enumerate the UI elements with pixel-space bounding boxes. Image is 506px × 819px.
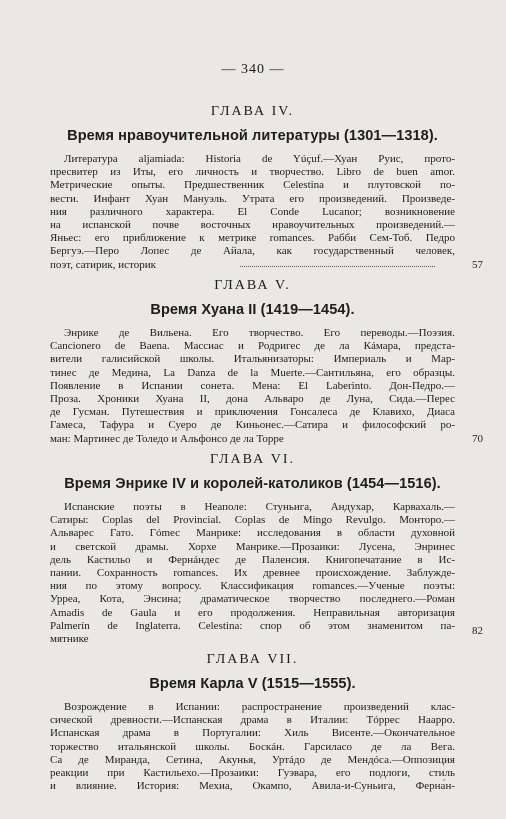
body-line: мятнике: [50, 633, 89, 646]
page-reference[interactable]: 57: [472, 258, 483, 271]
body-line: Испанская драма в Португалии: Хиль Висенте.—Окончательное: [50, 727, 455, 740]
body-line: ния различного характера. El Conde Lucanor; возникновение: [50, 205, 455, 218]
chapter-6: [50, 452, 483, 646]
body-line: де Гусман. Путешествия и приключения Гонсалеса де Клавихо, Диаса: [50, 406, 455, 419]
chapter-heading: ГЛАВА IV.: [210, 104, 295, 119]
chapter-title: Время Карла V (1515—1555).: [149, 676, 356, 692]
page-number: — 340 —: [221, 62, 285, 77]
body-line: Сатиры: Coplas del Provincial. Coplas de Mingo Revulgo. Монторо.—: [50, 514, 455, 527]
page-reference[interactable]: 70: [472, 432, 483, 445]
body-line: Метрические опыты. Предшественник Celestina и плутовской по-: [50, 179, 455, 192]
body-line: реакции при Кастильехо.—Прозаики: Гуэвара, его подлоги, стиль: [50, 767, 455, 780]
chapter-heading: ГЛАВА V.: [214, 278, 291, 293]
body-line: Появление в Испании сонета. Мена: El Laberinto. Дон-Педро.—: [50, 379, 455, 392]
body-line: Са де Миранда, Сетина, Акунья, Уртáдо де Мендóса.—Оппозиция: [50, 753, 455, 766]
body-line: Уррea, Кота, Энсина; драматическое творчество последнего.—Роман: [50, 593, 455, 606]
body-line: торжество итальянской школы. Боскáн. Гарсиласо де ла Вега.: [50, 740, 455, 753]
chapter-5: [50, 278, 483, 446]
page-reference[interactable]: 82: [472, 625, 483, 638]
body-line: тинес де Медина, La Danza de la Muerte.—Сантильяна, его образцы.: [50, 366, 455, 379]
body-line: поэт, сатирик, историк: [50, 258, 156, 271]
body-line: Альварес Гато. Гómес Манрике: исследования в области духовной: [50, 527, 455, 540]
toc-entry-end: [50, 432, 483, 446]
body-line: вители галисийской школы. Итальянизаторы: Империаль и Мар-: [50, 353, 455, 366]
chapter-4: [50, 104, 483, 272]
chapter-title: Время нравоучительной литературы (1301—1318).: [67, 128, 438, 144]
body-line: Amadis de Gaula и его продолжения. Неправильная авторизация: [50, 606, 455, 619]
chapter-heading: ГЛАВА VI.: [210, 452, 295, 467]
body-line: и влияние. История: Мехиа, Окампо, Авила-и-Суньига, Ферна́н-: [50, 780, 455, 793]
toc-entry-end: [50, 258, 483, 272]
body-line: Cancionero de Baena. Массиас и Родригес де ла Кáмара, предста-: [50, 340, 455, 353]
body-line: Бергуэ.—Перо Лопес де Айала, как государственный человек,: [50, 245, 455, 258]
body-line: пании. Сохранность romances. Их древнее происхождение. Заблужде-: [50, 567, 455, 580]
body-line: Проза. Хроники Хуана II, дона Альваро де Луна, Сида.—Перес: [50, 393, 455, 406]
body-line: Гамеса, Тафура и Суеро де Киньонес.—Сатира и философский ро-: [50, 419, 455, 432]
chapter-title: Время Хуана II (1419—1454).: [150, 302, 355, 318]
body-line: дель Кастильо и Фернáндес де Паленсия. Книгопечатание в Ис-: [50, 553, 455, 566]
body-line: Palmerín de Inglaterra. Celestina: спор об этом знаменитом па-: [50, 619, 455, 632]
body-line: Яньес: его приближение к метрике romances. Рабби Сем-Тоб. Педро: [50, 232, 455, 245]
body-line: Возрождение в Испании: распространение произведений клас-: [64, 701, 455, 713]
body-line: ман: Мартинес де Толедо и Альфонсо де ла Торре: [50, 432, 284, 445]
body-line: Энрике де Вильена. Его творчество. Его переводы.—Поэзия.: [64, 327, 455, 339]
body-line: Литература aljamiada: Historia de Yúçuf.—Хуан Руис, прото-: [64, 153, 455, 165]
body-line: Испанские поэты в Неаполе: Стуньига, Андухар, Карвахаль.—: [64, 501, 455, 513]
body-line: вести. Инфант Хуан Мануэль. Утрата его произведений. Произведе-: [50, 192, 455, 205]
chapter-title: Время Энрике IV и королей-католиков (1454—1516).: [64, 476, 441, 492]
chapter-7: [50, 652, 455, 793]
body-line: и светской драмы. Хорхе Манрике.—Прозаики: Лусена, Энринес: [50, 540, 455, 553]
body-line: на испанской почве восточных нравоучительных произведений.—: [50, 219, 455, 232]
chapter-heading: ГЛАВА VII.: [206, 652, 299, 667]
body-line: сической древности.—Испанская драма в Италии: Тóррес Наарро.: [50, 714, 455, 727]
dot-leader: [240, 266, 435, 267]
body-line: ния по этому вопросу. Классификация romances.—Ученые поэты:: [50, 580, 455, 593]
body-line: пресвитер из Иты, его личность и творчество. Libro de buen amor.: [50, 166, 455, 179]
